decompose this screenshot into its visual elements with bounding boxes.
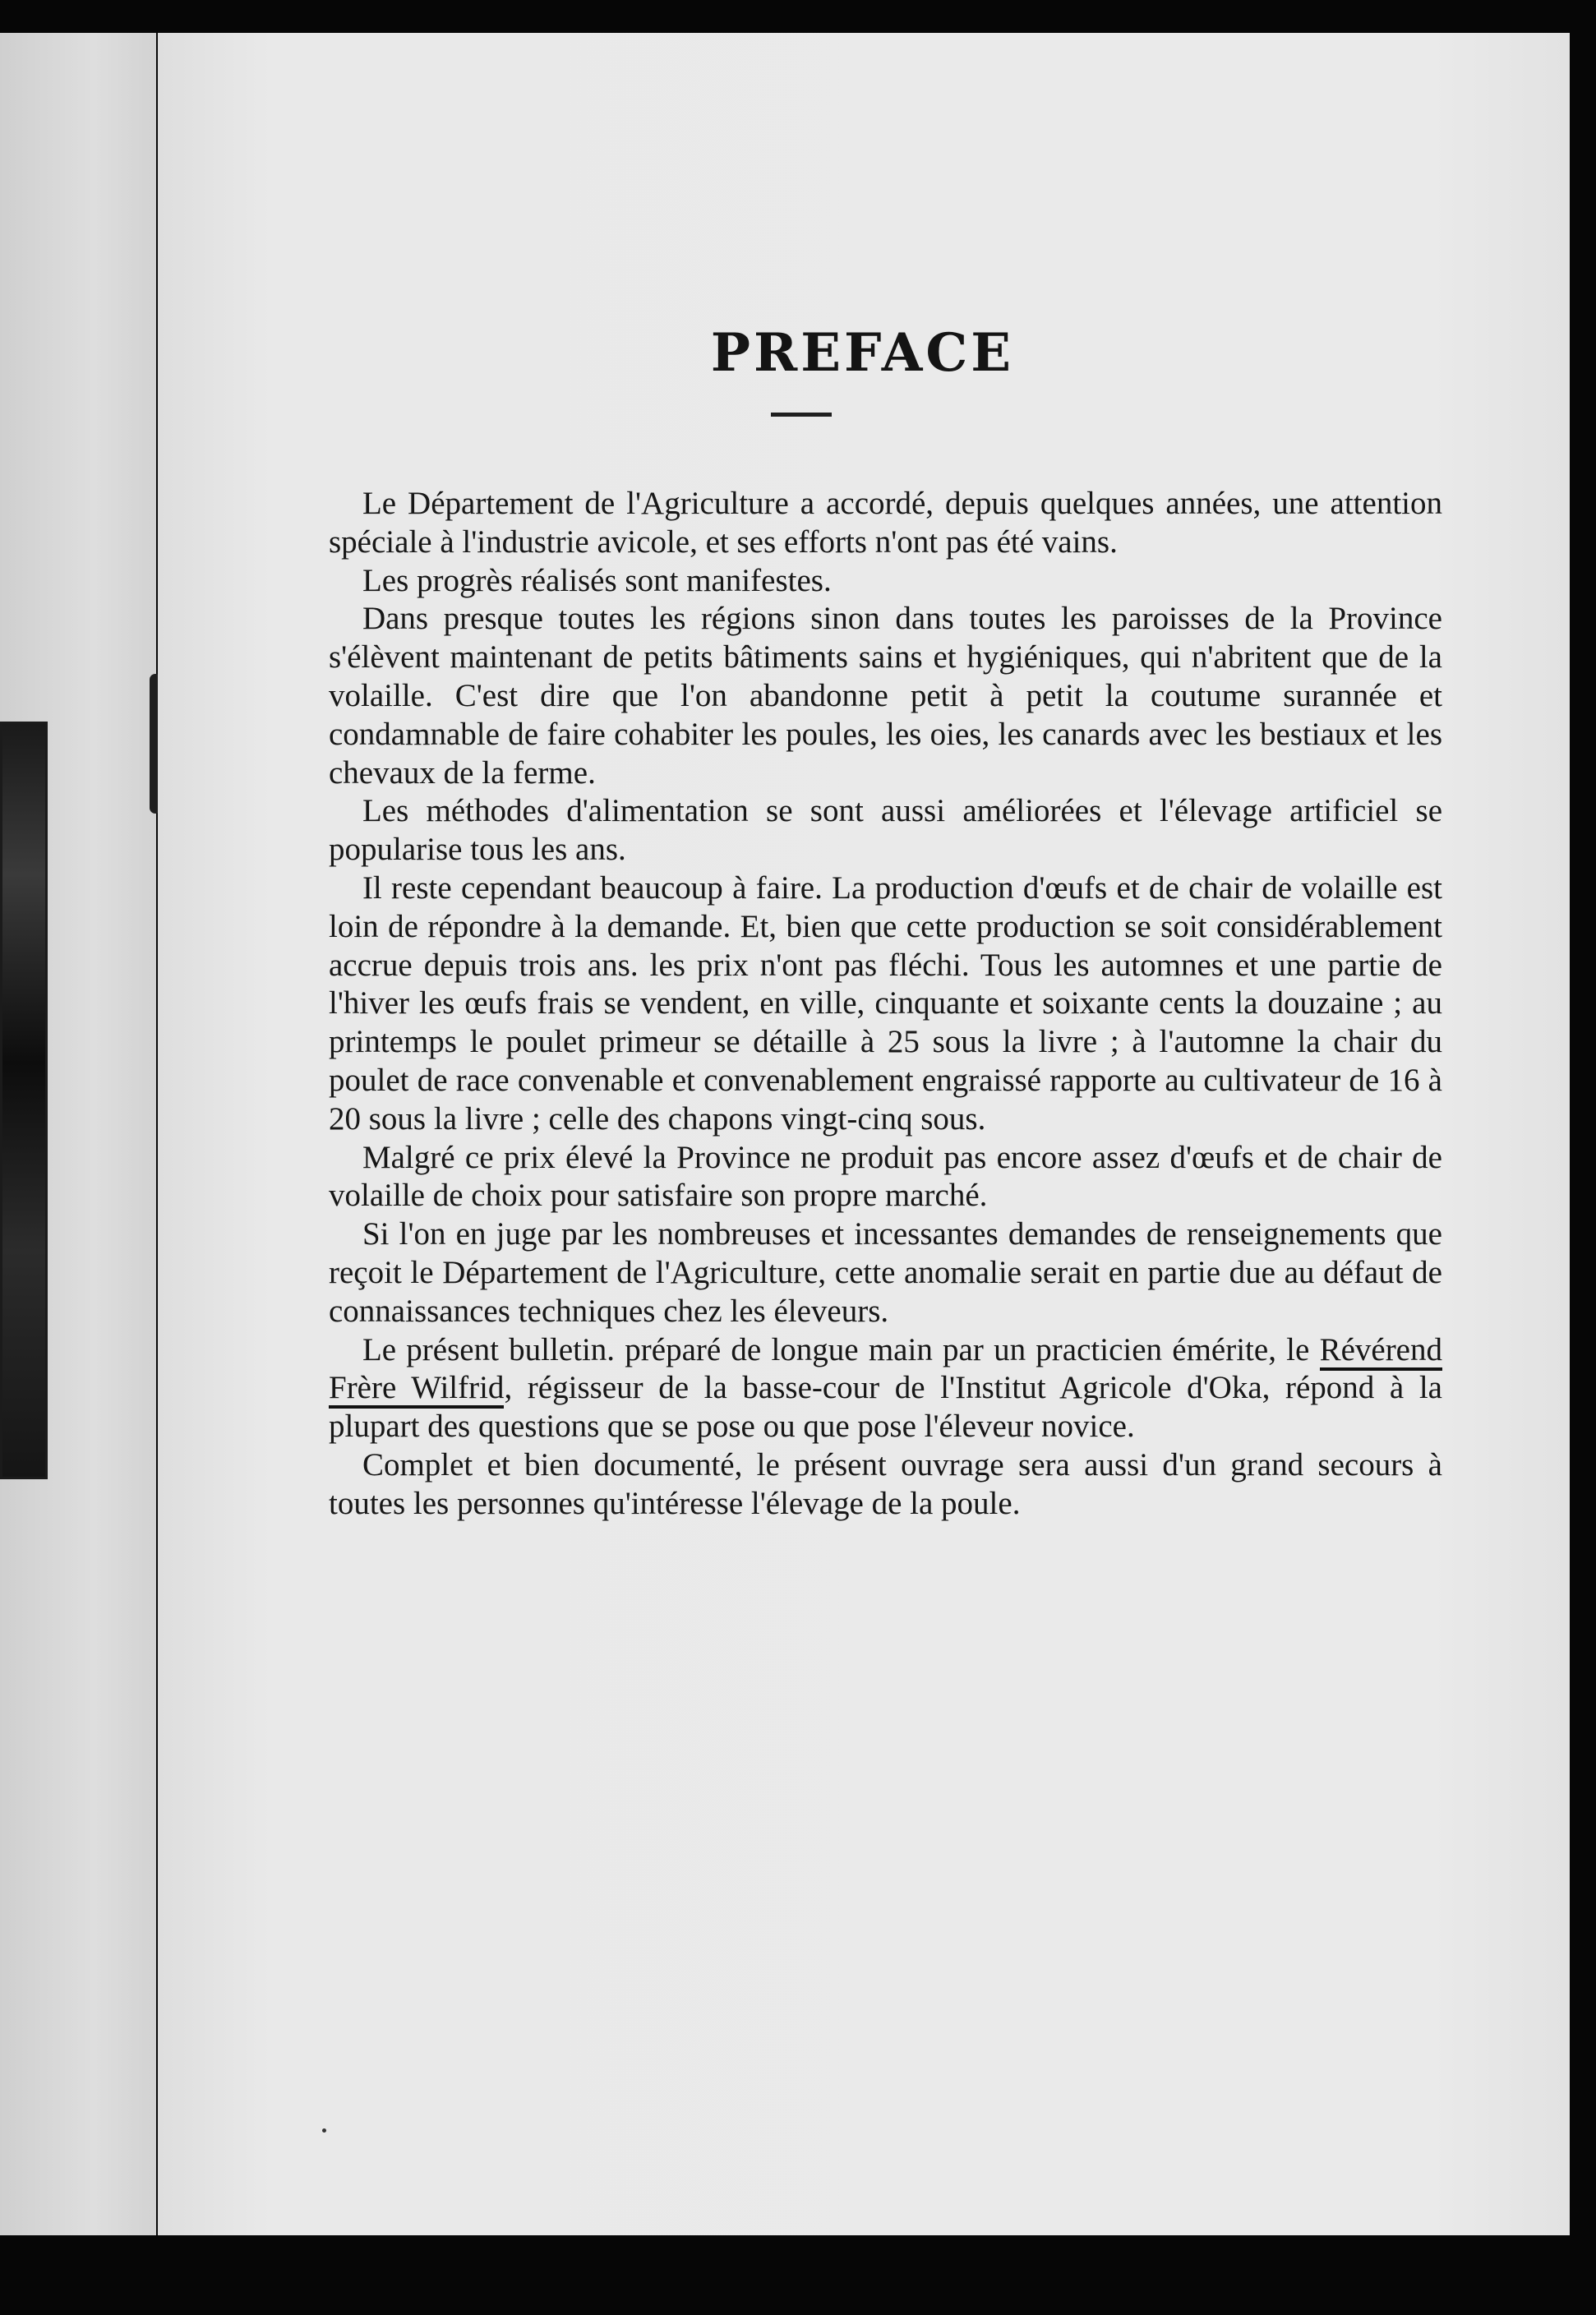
- previous-page-edge: [0, 33, 156, 2235]
- paragraph: Les méthodes d'alimentation se sont aussi améliorées et l'élevage artificiel se popularise tous les ans.: [329, 793, 1442, 868]
- paragraph-text: , régisseur de la basse-cour de l'Institut Agricole d'Oka, répond à la plupart des questions que se pose ou que pose l'éleveur novice.: [329, 1370, 1442, 1445]
- page-title: PREFACE: [710, 322, 1015, 384]
- paragraph: Dans presque toutes les régions sinon dans toutes les paroisses de la Province s'élèvent maintenant de petits bâtiments sains et hygiéniques, qui n'abritent que de la volaille. C'est dire que l'on abandonne petit à petit la coutume surannée et condamnable de faire cohabiter les poules, les oies, les canards avec les bestiaux et les chevaux de la ferme.: [329, 601, 1442, 791]
- previous-page-photo: [0, 722, 48, 1479]
- page: [158, 33, 1570, 2235]
- title-rule: [771, 413, 832, 417]
- author-name: Révérend Frère Wilfrid: [329, 1332, 1442, 1409]
- paragraph: Complet et bien documenté, le présent ouvrage sera aussi d'un grand secours à toutes les personnes qu'intéresse l'élevage de la poule.: [329, 1446, 1442, 1521]
- paragraph: Si l'on en juge par les nombreuses et incessantes demandes de renseignements que reçoit le Département de l'Agriculture, cette anomalie serait en partie due au défaut de connaissances techniques chez les éleveurs.: [329, 1216, 1442, 1329]
- paragraph-text: Le présent bulletin. préparé de longue main par un practicien émérite, le: [362, 1331, 1320, 1367]
- paragraph: Les progrès réalisés sont manifestes.: [362, 562, 832, 598]
- paragraph: [329, 1331, 1442, 1446]
- speck: [322, 2128, 326, 2133]
- paragraph: Le Département de l'Agriculture a accordé, depuis quelques années, une attention spéciale à l'industrie avicole, et ses efforts n'ont pas été vains.: [329, 486, 1442, 560]
- paragraph: Il reste cependant beaucoup à faire. La production d'œufs et de chair de volaille est loin de répondre à la demande. Et, bien que cette production se soit considérablement accrue depuis trois ans. les prix n'ont pas fléchi. Tous les automnes et une partie de l'hiver les œufs frais se vendent, en ville, cinquante et soixante cents la douzaine ; au printemps le poulet primeur se détaille à 25 sous la livre ; à l'automne la chair du poulet de race convenable et convenablement engraissé rapporte au cultivateur de 16 à 20 sous la livre ; celle des chapons vingt-cinq sous.: [329, 869, 1442, 1137]
- preface-text: [329, 485, 1442, 1524]
- paragraph: Malgré ce prix élevé la Province ne produit pas encore assez d'œufs et de chair de volaille de choix pour satisfaire son propre marché.: [329, 1139, 1442, 1214]
